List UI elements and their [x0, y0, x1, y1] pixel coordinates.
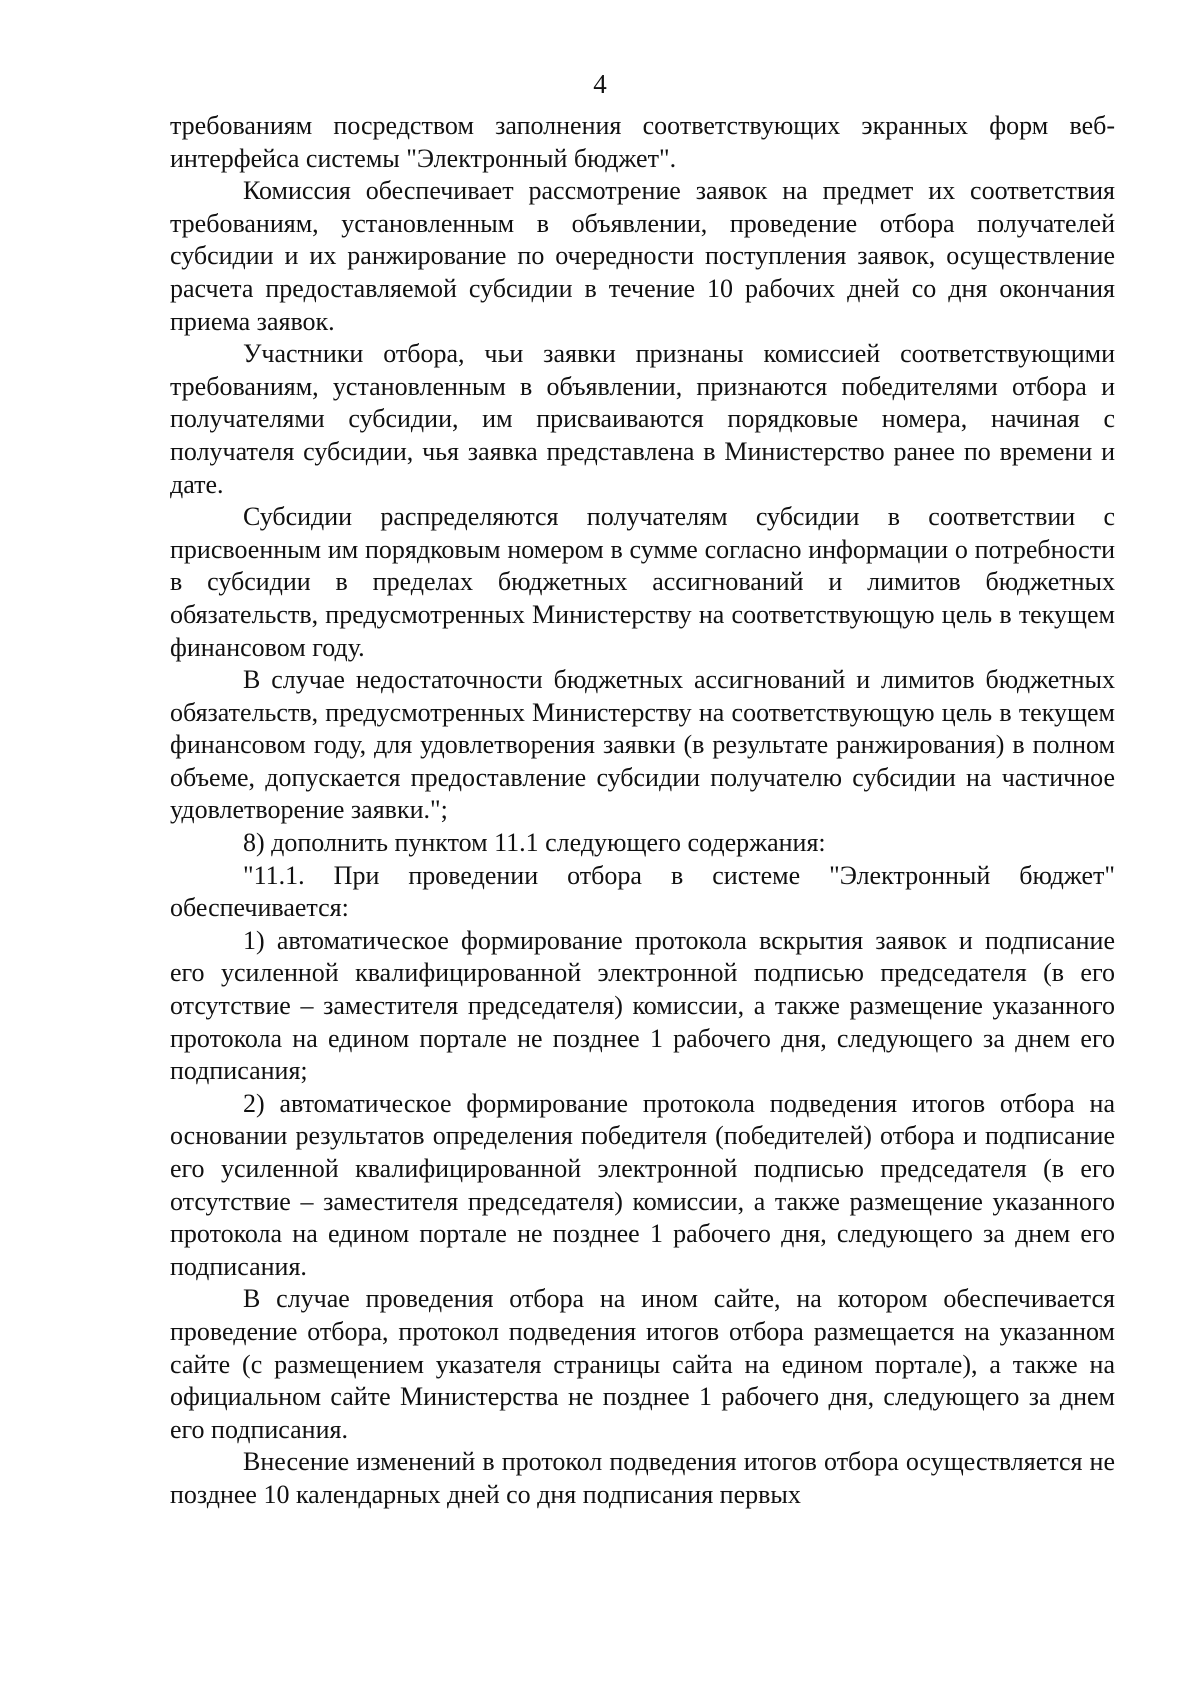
paragraph-other-site: В случае проведения отбора на ином сайте, на котором обеспечивается проведение отбора, протокол подведения итогов отбора размещается на указанном сайте (с размещением указателя страницы сайта на едином портале), а также на официальном сайте Министерства не позднее 1 рабочего дня, следующего за днем его подписания.: [170, 1284, 1115, 1444]
paragraph-selection-participants: Участники отбора, чьи заявки признаны комиссией соответствующими требованиям, установленным в объявлении, признаются победителями отбора и получателями субсидии, им присваиваются порядковые номера, начиная с получателя субсидии, чья заявка представлена в Министерство ранее по времени и дате.: [170, 339, 1115, 499]
paragraph-amendment-item-8: 8) дополнить пунктом 11.1 следующего содержания:: [243, 828, 826, 858]
paragraph-protocol-changes: Внесение изменений в протокол подведения итогов отбора осуществляется не позднее 10 календарных дней со дня подписания первых: [170, 1447, 1115, 1509]
paragraph-continuation: требованиям посредством заполнения соответствующих экранных форм веб-интерфейса системы "Электронный бюджет".: [170, 111, 1115, 173]
paragraph-subsidy-distribution: Субсидии распределяются получателям субсидии в соответствии с присвоенным им порядковым номером в сумме согласно информации о потребности в субсидии в пределах бюджетных ассигнований и лимитов бюджетных обязательств, предусмотренных Министерству на соответствующую цель в текущем финансовом году.: [170, 502, 1115, 662]
paragraph-insufficient-funds: В случае недостаточности бюджетных ассигнований и лимитов бюджетных обязательств, предусмотренных Министерству на соответствующую цель в текущем финансовом году, для удовлетворения заявки (в результате ранжирования) в полном объеме, допускается предоставление субсидии получателю субсидии на частичное удовлетворение заявки.";: [170, 665, 1115, 825]
page-number: 4: [593, 69, 607, 99]
paragraph-commission-review: Комиссия обеспечивает рассмотрение заявок на предмет их соответствия требованиям, установленным в объявлении, проведение отбора получателей субсидии и их ранжирование по очередности поступления заявок, осуществление расчета предоставляемой субсидии в течение 10 рабочих дней со дня окончания приема заявок.: [170, 176, 1115, 336]
paragraph-clause-11-1-item-2: 2) автоматическое формирование протокола подведения итогов отбора на основании результатов определения победителя (победителей) отбора и подписание его усиленной квалифицированной электронной подписью председателя (в его отсутствие – заместителя председателя) комиссии, а также размещение указанного протокола на едином портале не позднее 1 рабочего дня, следующего за днем его подписания.: [170, 1088, 1115, 1281]
paragraph-clause-11-1-item-1: 1) автоматическое формирование протокола вскрытия заявок и подписание его усиленной квалифицированной электронной подписью председателя (в его отсутствие – заместителя председателя) комиссии, а также размещение указанного протокола на едином портале не позднее 1 рабочего дня, следующего за днем его подписания;: [170, 925, 1115, 1086]
paragraph-clause-11-1: "11.1. При проведении отбора в системе "Электронный бюджет" обеспечивается:: [170, 860, 1115, 923]
document-body: [170, 110, 1115, 1512]
